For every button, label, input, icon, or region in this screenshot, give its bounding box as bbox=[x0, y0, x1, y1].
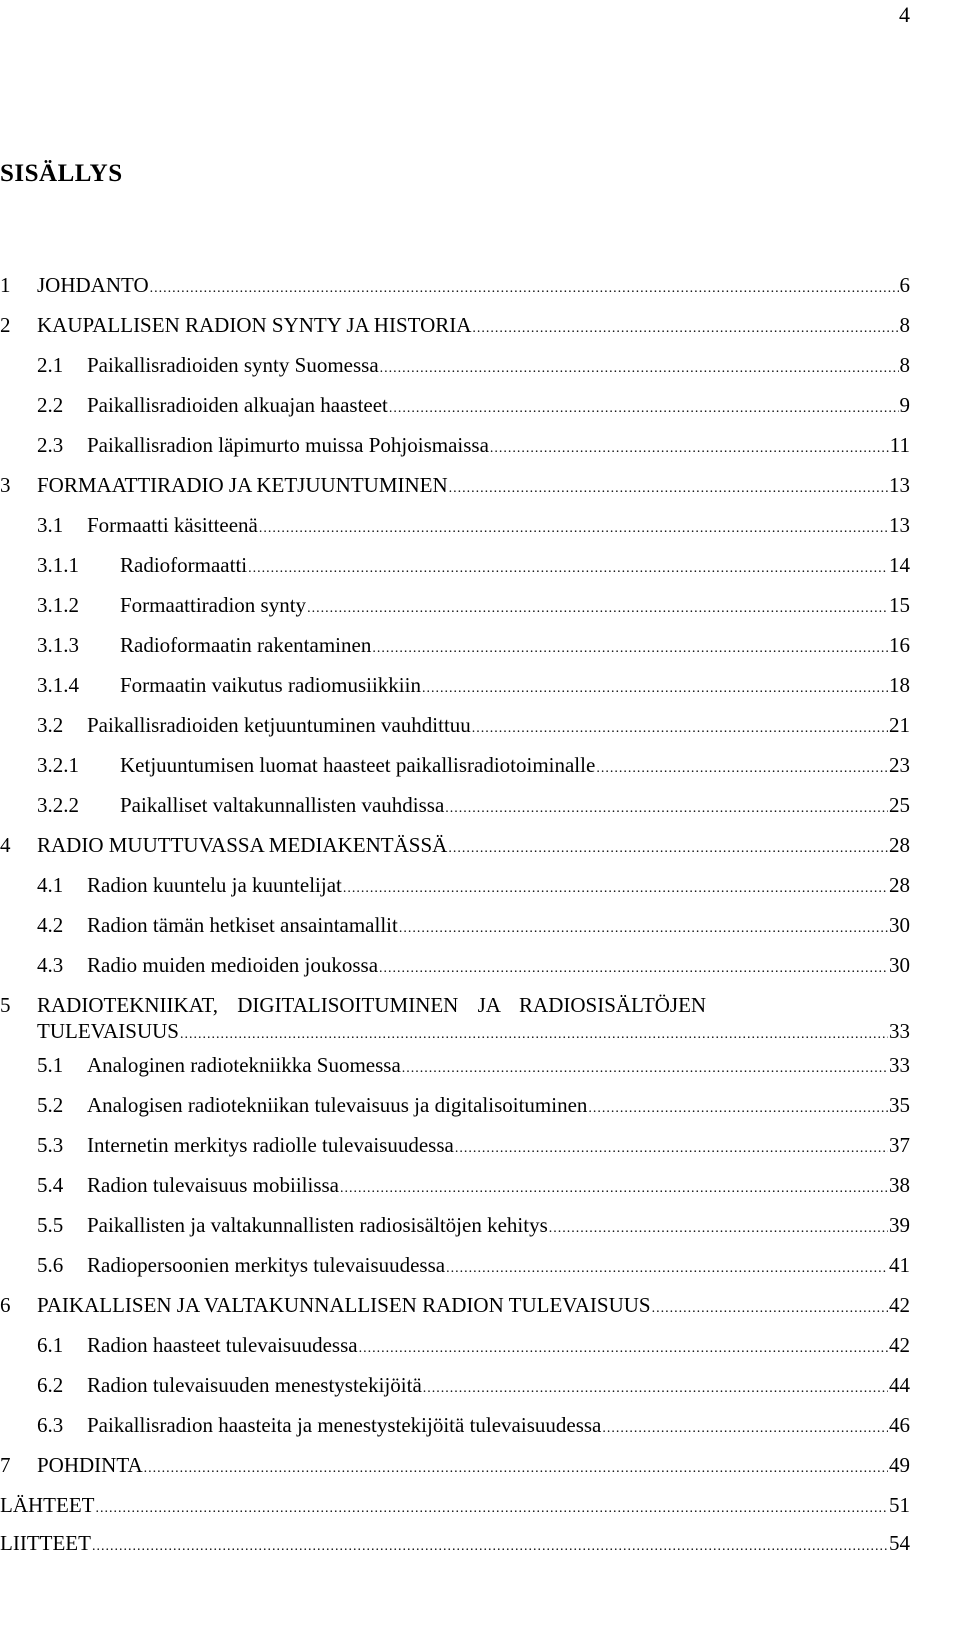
toc-entry-page: 54 bbox=[889, 1531, 910, 1555]
toc-entry bbox=[0, 792, 910, 822]
toc-entry bbox=[0, 1372, 910, 1402]
toc-entry bbox=[0, 312, 910, 342]
toc-entry-number: 4.1 bbox=[37, 873, 64, 897]
toc-entry bbox=[0, 992, 910, 1048]
toc-entry-label: Internetin merkitys radiolle tulevaisuudessa bbox=[87, 1133, 454, 1157]
toc-entry-label: Radion tulevaisuus mobiilissa bbox=[87, 1173, 339, 1197]
leader-dots bbox=[389, 396, 899, 422]
toc-entry bbox=[0, 1292, 910, 1322]
leader-dots bbox=[144, 1456, 888, 1482]
leader-dots bbox=[449, 476, 888, 502]
toc-entry-page: 15 bbox=[889, 593, 910, 617]
toc-entry-number: 3.1.4 bbox=[37, 673, 79, 697]
toc-entry-page: 16 bbox=[889, 633, 910, 657]
toc-entry bbox=[0, 752, 910, 782]
toc-entry-label: Paikallisten ja valtakunnallisten radiosisältöjen kehitys bbox=[87, 1213, 548, 1237]
toc-entry-label: Analoginen radiotekniikka Suomessa bbox=[87, 1053, 401, 1077]
toc-entry-page: 8 bbox=[899, 313, 910, 337]
toc-entry-page: 6 bbox=[899, 273, 910, 297]
toc-entry-page: 18 bbox=[889, 673, 910, 697]
toc-entry-label: LÄHTEET bbox=[0, 1493, 95, 1517]
leader-dots bbox=[372, 636, 888, 662]
toc-entry-page: 35 bbox=[889, 1093, 910, 1117]
leader-dots bbox=[259, 516, 888, 542]
leader-dots bbox=[588, 1096, 888, 1122]
toc-entry-page: 37 bbox=[889, 1133, 910, 1157]
toc-entry bbox=[0, 392, 910, 422]
toc-entry-label: Formaatin vaikutus radiomusiikkiin bbox=[120, 673, 421, 697]
toc-entry-number: 6.3 bbox=[37, 1413, 64, 1437]
toc-entry-label: POHDINTA bbox=[37, 1453, 143, 1477]
leader-dots bbox=[379, 956, 888, 982]
toc-entry-label: Paikallisradioiden alkuajan haasteet bbox=[87, 393, 388, 417]
toc-entry-label: Paikallisradion läpimurto muissa Pohjoismaissa bbox=[87, 433, 489, 457]
toc-entry-label: Radio muiden medioiden joukossa bbox=[87, 953, 379, 977]
toc-entry bbox=[0, 272, 910, 302]
leader-dots bbox=[455, 1136, 888, 1162]
toc-entry-number: 1 bbox=[0, 273, 11, 297]
toc-entry-page: 49 bbox=[889, 1453, 910, 1477]
toc-entry-number: 5.2 bbox=[37, 1093, 64, 1117]
toc-entry-page: 44 bbox=[889, 1373, 910, 1397]
toc-entry-page: 28 bbox=[889, 833, 910, 857]
toc-entry bbox=[0, 712, 910, 742]
toc-entry bbox=[0, 1452, 910, 1482]
toc-entry-label: Radiopersoonien merkitys tulevaisuudessa bbox=[87, 1253, 446, 1277]
toc-entry-page: 33 bbox=[889, 1053, 910, 1077]
leader-dots bbox=[359, 1336, 888, 1362]
toc-entry-page: 39 bbox=[889, 1213, 910, 1237]
toc-entry-number: 2 bbox=[0, 313, 11, 337]
toc-entry-number: 4 bbox=[0, 833, 11, 857]
toc-entry-label: Radioformaatin rakentaminen bbox=[120, 633, 372, 657]
toc-entry bbox=[0, 1212, 910, 1242]
leader-dots bbox=[549, 1216, 888, 1242]
leader-dots bbox=[343, 876, 888, 902]
toc-entry bbox=[0, 1492, 910, 1522]
toc-entry-page: 11 bbox=[889, 433, 910, 457]
toc-entry-label: PAIKALLISEN JA VALTAKUNNALLISEN RADION TULEVAISUUS bbox=[37, 1293, 651, 1317]
toc-entry bbox=[0, 672, 910, 702]
toc-entry-page: 30 bbox=[889, 953, 910, 977]
toc-entry bbox=[0, 1412, 910, 1442]
leader-dots bbox=[422, 676, 888, 702]
toc-entry-page: 33 bbox=[889, 1019, 910, 1043]
toc-entry-page: 8 bbox=[899, 353, 910, 377]
toc-entry-number: 5.5 bbox=[37, 1213, 64, 1237]
toc-entry bbox=[0, 552, 910, 582]
leader-dots bbox=[307, 596, 888, 622]
toc-entry-number: 3.1.2 bbox=[37, 593, 79, 617]
toc-entry-label: FORMAATTIRADIO JA KETJUUNTUMINEN bbox=[37, 473, 448, 497]
toc-entry-number: 2.1 bbox=[37, 353, 64, 377]
toc-entry-page: 42 bbox=[889, 1333, 910, 1357]
toc-entry bbox=[0, 872, 910, 902]
toc-entry-page: 23 bbox=[889, 753, 910, 777]
toc-entry-page: 14 bbox=[889, 553, 910, 577]
toc-entry-label: Analogisen radiotekniikan tulevaisuus ja digitalisoituminen bbox=[87, 1093, 588, 1117]
toc-entry-label: Formaattiradion synty bbox=[120, 593, 307, 617]
toc-entry bbox=[0, 592, 910, 622]
toc-entry bbox=[0, 432, 910, 462]
toc-entry-label: Radion tämän hetkiset ansaintamallit bbox=[87, 913, 398, 937]
leader-dots bbox=[380, 356, 899, 382]
toc-entry bbox=[0, 512, 910, 542]
toc-entry bbox=[0, 1132, 910, 1162]
toc-entry-page: 46 bbox=[889, 1413, 910, 1437]
toc-entry-page: 13 bbox=[889, 473, 910, 497]
toc-entry bbox=[0, 632, 910, 662]
toc-entry-number: 6.1 bbox=[37, 1333, 64, 1357]
toc-entry-number: 5.6 bbox=[37, 1253, 64, 1277]
toc-entry-number: 5.4 bbox=[37, 1173, 64, 1197]
toc-entry-label: Paikallisradion haasteita ja menestystekijöitä tulevaisuudessa bbox=[87, 1413, 602, 1437]
toc-entry-label: RADIOTEKNIIKAT, DIGITALISOITUMINEN JA RADIOSISÄLTÖJEN bbox=[37, 993, 707, 1017]
leader-dots bbox=[340, 1176, 888, 1202]
toc-entry-page: 21 bbox=[889, 713, 910, 737]
toc-entry bbox=[0, 1172, 910, 1202]
leader-dots bbox=[490, 436, 889, 462]
leader-dots bbox=[423, 1376, 888, 1402]
toc-entry-page: 51 bbox=[889, 1493, 910, 1517]
leader-dots bbox=[150, 276, 899, 302]
leader-dots bbox=[446, 1256, 888, 1282]
toc-entry bbox=[0, 912, 910, 942]
leader-dots bbox=[472, 316, 898, 342]
toc-entry-page: 38 bbox=[889, 1173, 910, 1197]
leader-dots bbox=[402, 1056, 888, 1082]
leader-dots bbox=[95, 1496, 888, 1522]
toc-entry-number: 5.3 bbox=[37, 1133, 64, 1157]
toc-entry-number: 7 bbox=[0, 1453, 11, 1477]
toc-entry-label: Formaatti käsitteenä bbox=[87, 513, 258, 537]
toc-entry-page: 28 bbox=[889, 873, 910, 897]
leader-dots bbox=[445, 796, 888, 822]
toc-entry-label: Ketjuuntumisen luomat haasteet paikallisradiotoiminalle bbox=[120, 753, 596, 777]
toc-entry-number: 2.2 bbox=[37, 393, 64, 417]
leader-dots bbox=[180, 1022, 888, 1048]
toc-entry bbox=[0, 832, 910, 862]
toc-entry-number: 5.1 bbox=[37, 1053, 64, 1077]
leader-dots bbox=[248, 556, 888, 582]
toc-entry-number: 3.2.1 bbox=[37, 753, 79, 777]
toc-entry-label: KAUPALLISEN RADION SYNTY JA HISTORIA bbox=[37, 313, 472, 337]
toc-entry bbox=[0, 1530, 910, 1560]
page-number: 4 bbox=[899, 2, 910, 27]
toc-entry bbox=[0, 352, 910, 382]
leader-dots bbox=[596, 756, 888, 782]
leader-dots bbox=[602, 1416, 888, 1442]
toc-entry-number: 4.3 bbox=[37, 953, 64, 977]
toc-entry-label: Paikallisradioiden synty Suomessa bbox=[87, 353, 379, 377]
leader-dots bbox=[472, 716, 888, 742]
page-title: SISÄLLYS bbox=[0, 160, 123, 187]
toc-entry-page: 13 bbox=[889, 513, 910, 537]
toc-entry-label: Paikallisradioiden ketjuuntuminen vauhdittuu bbox=[87, 713, 471, 737]
leader-dots bbox=[92, 1534, 888, 1560]
leader-dots bbox=[448, 836, 888, 862]
toc-entry bbox=[0, 472, 910, 502]
toc-entry-page: 9 bbox=[899, 393, 910, 417]
toc-entry-label: Paikalliset valtakunnallisten vauhdissa bbox=[120, 793, 445, 817]
toc-entry-label: Radion haasteet tulevaisuudessa bbox=[87, 1333, 358, 1357]
toc-entry-label: Radioformaatti bbox=[120, 553, 248, 577]
toc-entry-number: 3.2 bbox=[37, 713, 64, 737]
toc-entry-number: 3.1.1 bbox=[37, 553, 79, 577]
toc-entry-label: RADIO MUUTTUVASSA MEDIAKENTÄSSÄ bbox=[37, 833, 448, 857]
toc-entry-page: 25 bbox=[889, 793, 910, 817]
leader-dots bbox=[399, 916, 888, 942]
toc-entry-label: LIITTEET bbox=[0, 1531, 91, 1555]
toc-entry-number: 3 bbox=[0, 473, 11, 497]
toc-entry-number: 3.1 bbox=[37, 513, 64, 537]
toc-entry-label: JOHDANTO bbox=[37, 273, 149, 297]
toc-entry-number: 2.3 bbox=[37, 433, 64, 457]
toc-entry bbox=[0, 1332, 910, 1362]
toc-entry-number: 4.2 bbox=[37, 913, 64, 937]
leader-dots bbox=[652, 1296, 888, 1322]
toc-entry-page: 41 bbox=[889, 1253, 910, 1277]
toc-entry-number: 3.1.3 bbox=[37, 633, 79, 657]
toc-entry bbox=[0, 1092, 910, 1122]
toc-entry bbox=[0, 1252, 910, 1282]
toc-entry-number: 5 bbox=[0, 993, 11, 1017]
toc-entry-label: Radion tulevaisuuden menestystekijöitä bbox=[87, 1373, 422, 1397]
toc-entry-page: 42 bbox=[889, 1293, 910, 1317]
toc-entry bbox=[0, 952, 910, 982]
toc-entry-number: 6.2 bbox=[37, 1373, 64, 1397]
toc-entry bbox=[0, 1052, 910, 1082]
toc-entry-number: 6 bbox=[0, 1293, 11, 1317]
toc-entry-label: Radion kuuntelu ja kuuntelijat bbox=[87, 873, 342, 897]
toc-entry-label: TULEVAISUUS bbox=[37, 1019, 179, 1043]
toc-entry-number: 3.2.2 bbox=[37, 793, 79, 817]
toc-entry-page: 30 bbox=[889, 913, 910, 937]
